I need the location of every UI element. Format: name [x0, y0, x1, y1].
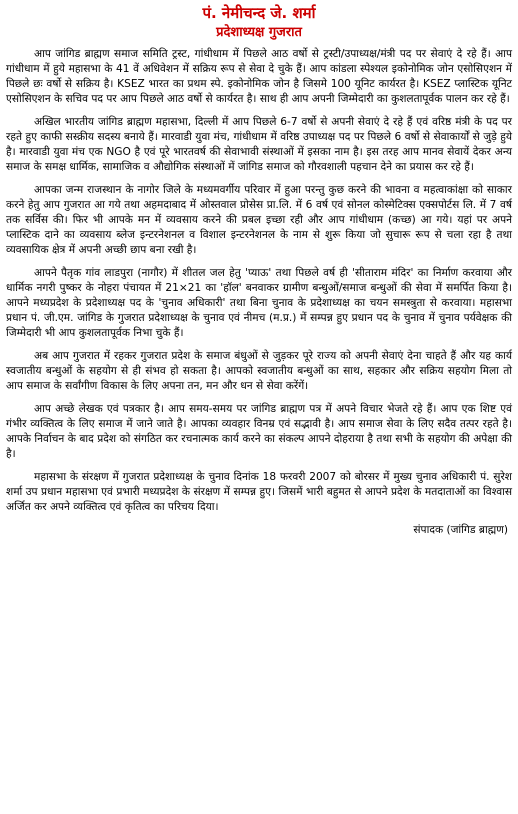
paragraph-5: अब आप गुजरात में रहकर गुजरात प्रदेश के समाज बंधुओं से जुड़कर पूरे राज्य को अपनी सेवाएं देना चाहते हैं और यह कार्य स्वजातीय बन्धुओं के सहयोग से ही संभव हो सकता है। आपको स्वजातीय बन्धुओं का साथ, सहकार और सक्रिय सहयोग मिला तो आप समाज के सर्वांगीण विकास के लिए अपना तन, मन और धन से सेवा करेंगें।: [6, 350, 512, 392]
paragraph-1: आप जांगिड ब्राह्मण समाज समिति ट्रस्ट, गांधीधाम में पिछले आठ वर्षो से ट्रस्टी/उपाध्यक्ष/मंत्री पद पर सेवाएं दे रहे हैं। आप गांधीधाम में हुये महासभा के 41 वें अधिवेशन में सक्रिय रूप से सेवा दे चुके हैं। आप कांडला स्पेश्यल इकोनोमिक जोन एसोसिएशन में पिछले छः वर्षो से सक्रिय है। KSEZ भारत का प्रथम स्पे. इकोनोमिक जोन है जिसमे 100 यूनिट कार्यरत है। KSEZ प्लास्टिक यूनिट एसोसिएशन के सचिव पद पर आप पिछले आठ वर्षो से कार्यरत है। साथ ही आप अपनी जिम्मेदारी का कुशलतापूर्वक पालन कर रहे हैं।: [6, 48, 512, 105]
paragraph-2: अखिल भारतीय जांगिड ब्राह्मण महासभा, दिल्ली में आप पिछले 6-7 वर्षो से अपनी सेवाएं दे रहे हैं एवं वरिष्ठ मंत्री के पद पर रहते हुए काफी सस्क्रीय सदस्य बनाये हैं। मारवाडी युवा मंच, गांधीधाम में वरिष्ठ उपाध्यक्ष पद पर पिछले 6 वर्षो से सेवाकार्यों से जुड़े हुये है। मारवाडी युवा मंच एक NGO है एवं पूरे भारतवर्ष की सेवाभावी संस्थाओं में इसका नाम है। इस तरह आप मानव सेवायें देकर अन्य समाज के समक्ष धार्मिक, सामाजिक व औद्योगिक संस्थाओं में जांगिड समाज को गौरवशाली पहचान देने का प्रयास कर रहे हैं।: [6, 116, 512, 173]
designation-subheading: प्रदेशाध्यक्ष गुजरात: [216, 25, 302, 40]
editor-signature: संपादक (जांगिड ब्राह्मण): [413, 524, 508, 536]
paragraph-7: महासभा के संरक्षण में गुजरात प्रदेशाध्यक्ष के चुनाव दिनांक 18 फरवरी 2007 को बोरसर में मुख्य चुनाव अधिकारी पं. सुरेश शर्मा उप प्रधान महासभा एवं प्रभारी मध्यप्रदेश के संरक्षण में सम्पन्न हुए। जिसमें भारी बहुमत से आपने प्रदेश के मतदाताओं का विश्वास अर्जित कर अपने व्यक्तित्व एवं कृतित्व का परिचय दिया।: [6, 471, 512, 513]
paragraph-4: आपने पैतृक गांव लाडपुरा (नागौर) में शीतल जल हेतु 'प्याऊ' तथा पिछले वर्ष ही 'सीताराम मंदिर' का निर्माण करवाया और धार्मिक नगरी पुष्कर के नोहरा पंचायत में 21×21 का 'हॉल' बनवाकर ग्रामीण बन्धुओं/समाज बन्धुओं की सेवा में समर्पित किया है। आपने मध्यप्रदेश के प्रदेशाध्यक्ष पद के 'चुनाव अधिकारी' तथा बिना चुनाव के प्रदेशाध्यक्ष का चयन समस्त्रुता से करवाया। महासभा प्रधान पं. जी.एम. जांगिड के गुजरात प्रदेशाध्यक्ष के चुनाव एवं नीमच (म.प्र.) में सम्पन्न हुए प्रधान पद के चुनाव में चुनाव पर्यवेक्षक की जिम्मेदारी भी आप कुशलतापूर्वक निभा चुके हैं।: [6, 267, 512, 339]
paragraph-6: आप अच्छे लेखक एवं पत्रकार है। आप समय-समय पर जांगिड ब्राह्मण पत्र में अपने विचार भेजते रहे हैं। आप एक शिष्ट एवं गंभीर व्यक्तित्व के लिए समाज में जाने जाते है। आपका व्यवहार विनम्र एवं सद्भावी है। आप समाज सेवा के लिए सदैव तत्पर रहते है। आपके निर्वाचन के बाद प्रदेश को संगठित कर रचनात्मक कार्य करने का संकल्प आपने दोहराया है तथा सभी के सहयोग की अपेक्षा की है।: [6, 403, 512, 460]
paragraph-3: आपका जन्म राजस्थान के नागोर जिले के मध्यमवर्गीय परिवार में हुआ परन्तु कुछ करने की भावना व महत्वाकांक्षा को साकार करने हेतु आप गुजरात आ गये तथा अहमदाबाद में ओस्तवाल प्रोसेस प्रा.लि. में 6 वर्ष एवं सोनल कोस्मेटिक्स एक्सपोर्टस लि. में 7 वर्ष तक सर्विस की। फिर भी आपके मन में व्यवसाय करने की प्रबल इच्छा रही और आप गांधीधाम (कच्छ) आ गये। यहां पर अपने प्लास्टिक दाने का व्यवसाय ब्लेज इन्टरनेशनल व विशाल इन्टरनेशनल के नाम से शुरू किया जो सुचारू रूप से चला रहा है तथा व्यवसायिक क्षेत्र में अपनी अच्छी छाप बना रखी है।: [6, 184, 512, 256]
person-name-heading: पं. नेमीचन्द जे. शर्मा: [202, 4, 316, 22]
